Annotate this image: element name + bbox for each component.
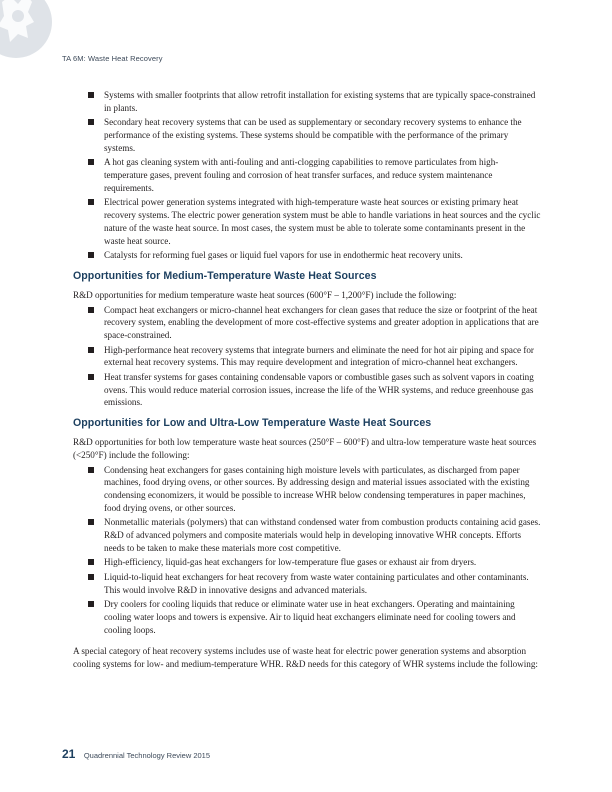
list-item: High-efficiency, liquid-gas heat exchangers for low-temperature flue gases or exhaust air from dryers. [73,556,541,569]
list-item: Secondary heat recovery systems that can be used as supplementary or secondary recovery systems to enhance the performance of the existing systems. These systems should be compatible with the performance of the primary systems. [73,116,541,154]
list-item: Catalysts for reforming fuel gases or liquid fuel vapors for use in endothermic heat recovery units. [73,249,541,262]
list-item: Heat transfer systems for gases containing condensable vapors or combustible gases such as solvent vapors in coating ovens. This would reduce material corrosion issues, increase the life of the WHR systems, and reduce greenhouse gas emissions. [73,371,541,409]
bullet-square-icon [88,467,94,473]
list-item: Systems with smaller footprints that allow retrofit installation for existing systems that are typically space-constrained in plants. [73,89,541,115]
page-footer [62,745,210,763]
section-heading-low-temperature: Opportunities for Low and Ultra-Low Temperature Waste Heat Sources [73,417,432,430]
bullet-square-icon [88,159,94,165]
list-item: A hot gas cleaning system with anti-fouling and anti-clogging capabilities to remove particulates from high-temperature gases, prevent fouling and corrosion of heat transfer surfaces, and reduce system maintenance requirements. [73,156,541,194]
list-item: Nonmetallic materials (polymers) that can withstand condensed water from combustion products containing acid gases. R&D of advanced polymers and composite materials would help in developing innovative WHR concepts. Efforts needs to be taken to make these materials more cost competitive. [73,516,541,554]
section-heading-medium-temperature: Opportunities for Medium-Temperature Waste Heat Sources [73,269,377,282]
top-bullet-list [73,89,541,262]
list-item: Electrical power generation systems integrated with high-temperature waste heat sources or existing primary heat recovery systems. The electric power generation system must be able to handle variations in heat sources and the cyclic nature of the waste heat source. In most cases, the system must be able to tolerate some contaminants present in the waste heat source. [73,196,541,247]
bullet-square-icon [88,519,94,525]
bullet-square-icon [88,307,94,313]
bullet-square-icon [88,199,94,205]
list-item: Liquid-to-liquid heat exchangers for heat recovery from waste water containing particulates and other contaminants. This would involve R&D in innovative designs and advanced materials. [73,571,541,597]
page-content [73,89,541,671]
bullet-square-icon [88,347,94,353]
bullet-square-icon [88,374,94,380]
section-intro-low-temperature: R&D opportunities for both low temperature waste heat sources (250°F – 600°F) and ultra-low temperature waste heat sources (<250°F) include the following: [73,437,537,460]
list-item: High-performance heat recovery systems that integrate burners and eliminate the need for hot air piping and space for external heat recovery systems. This may require development and integration of micro-channel heat exchangers. [73,344,541,370]
bullet-square-icon [88,92,94,98]
section-intro-medium-temperature: R&D opportunities for medium temperature waste heat sources (600°F – 1,200°F) include the following: [73,289,457,300]
low-temperature-bullet-list [73,464,541,637]
medium-temperature-bullet-list [73,304,541,410]
list-item: Dry coolers for cooling liquids that reduce or eliminate water use in heat exchangers. Operating and maintaining cooling water loops and towers is expensive. Air to liquid heat exchangers eliminate need for cooling towers and cooling loops. [73,598,541,636]
closing-paragraph: A special category of heat recovery systems includes use of waste heat for electric power generation systems and absorption cooling systems for low- and medium-temperature WHR. R&D needs for this category of WHR systems include the following: [73,646,538,670]
bullet-square-icon [88,119,94,125]
running-header: TA 6M: Waste Heat Recovery [62,54,163,63]
bullet-square-icon [88,252,94,258]
list-item: Compact heat exchangers or micro-channel heat exchangers for clean gases that reduce the size or footprint of the heat recovery system, enabling the development of more cost-effective systems and greater adoption in applications that are space-constrained. [73,304,541,342]
list-item: Condensing heat exchangers for gases containing high moisture levels with particulates, as discharged from paper machines, food drying ovens, or other sources. By addressing design and material issues associated with the existing condensing economizers, it would be possible to increase WHR below condensing temperatures in paper machines, food drying ovens, or other sources. [73,464,541,515]
publication-title: Quadrennial Technology Review 2015 [83,751,211,760]
bullet-square-icon [88,559,94,565]
bullet-square-icon [88,574,94,580]
page-number: 21 [62,747,76,761]
bullet-square-icon [88,601,94,607]
doe-seal-watermark-icon [0,0,60,78]
